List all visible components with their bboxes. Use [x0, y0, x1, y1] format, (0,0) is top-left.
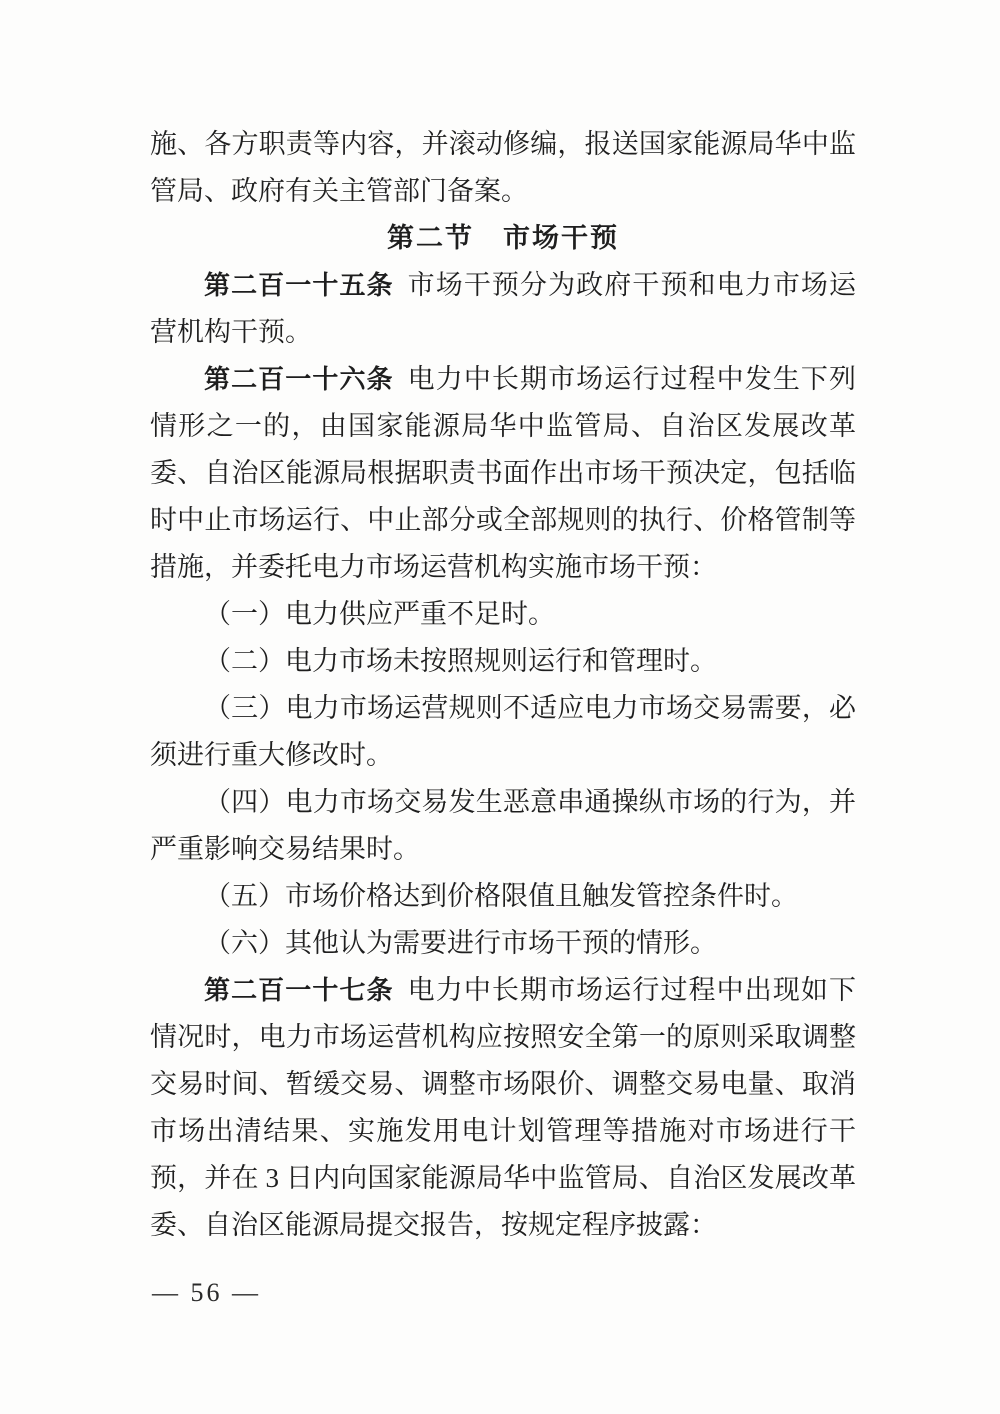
article-paragraph: 第二百一十五条 市场干预分为政府干预和电力市场运营机构干预。	[150, 270, 856, 347]
list-item: （二）电力市场未按照规则运行和管理时。	[204, 646, 717, 676]
page-footer	[152, 1278, 261, 1308]
document-content	[150, 121, 856, 1249]
section-heading: 第二节 市场干预	[387, 223, 619, 253]
article-number: 第二百一十五条	[204, 270, 394, 300]
article-paragraph: 第二百一十六条 电力中长期市场运行过程中发生下列情形之一的，由国家能源局华中监管局、自治区发展改革委、自治区能源局根据职责书面作出市场干预决定，包括临时中止市场运行、中止部分或全部规则的执行、价格管制等措施，并委托电力市场运营机构实施市场干预：	[150, 364, 856, 582]
list-item: （一）电力供应严重不足时。	[204, 599, 555, 629]
list-item: （五）市场价格达到价格限值且触发管控条件时。	[204, 881, 798, 911]
list-item: （三）电力市场运营规则不适应电力市场交易需要，必须进行重大修改时。	[150, 693, 856, 770]
article-number: 第二百一十七条	[204, 975, 394, 1005]
body-paragraph: 施、各方职责等内容，并滚动修编，报送国家能源局华中监管局、政府有关主管部门备案。	[150, 129, 856, 206]
list-item: （四）电力市场交易发生恶意串通操纵市场的行为，并严重影响交易结果时。	[150, 787, 856, 864]
article-paragraph: 第二百一十七条 电力中长期市场运行过程中出现如下情况时，电力市场运营机构应按照安全第一的原则采取调整交易时间、暂缓交易、调整市场限价、调整交易电量、取消市场出清结果、实施发用电计划管理等措施对市场进行干预，并在 3 日内向国家能源局华中监管局、自治区发展改革委、自治区能源局提交报告，按规定程序披露：	[150, 975, 856, 1240]
page-number: — 56 —	[152, 1278, 261, 1307]
list-item: （六）其他认为需要进行市场干预的情形。	[204, 928, 717, 958]
article-number: 第二百一十六条	[204, 364, 394, 394]
